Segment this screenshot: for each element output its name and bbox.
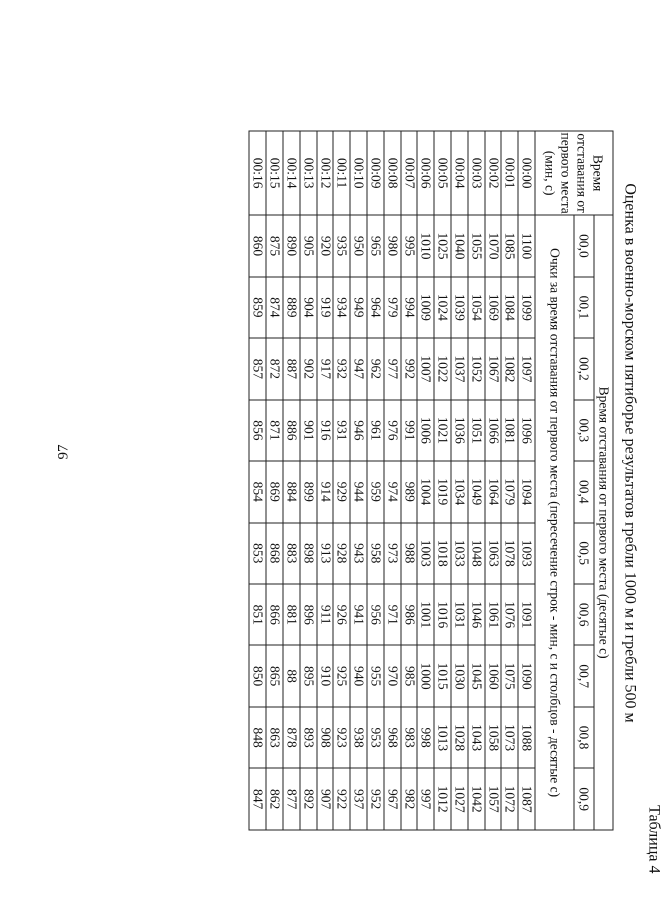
score-cell: 904 (299, 276, 316, 337)
score-cell: 905 (299, 215, 316, 276)
score-cell: 1019 (434, 461, 451, 522)
score-cell: 874 (266, 276, 283, 337)
score-cell: 1075 (501, 645, 518, 706)
score-cell: 1090 (518, 645, 535, 706)
score-cell: 1010 (417, 215, 434, 276)
score-cell: 994 (400, 276, 417, 337)
column-header: 00,9 (574, 768, 594, 830)
row-time-cell: 00:06 (417, 131, 434, 215)
score-cell: 965 (367, 215, 384, 276)
score-cell: 973 (383, 522, 400, 583)
score-cell: 1076 (501, 583, 518, 644)
score-cell: 886 (283, 399, 300, 460)
score-cell: 1094 (518, 461, 535, 522)
score-cell: 941 (350, 583, 367, 644)
score-cell: 1049 (467, 461, 484, 522)
page-number: 97 (55, 444, 72, 460)
score-cell: 1100 (518, 215, 535, 276)
row-time-cell: 00:13 (299, 131, 316, 215)
score-cell: 1025 (434, 215, 451, 276)
score-cell: 976 (383, 399, 400, 460)
score-cell: 1099 (518, 276, 535, 337)
header-row-group (594, 131, 613, 830)
score-cell: 1009 (417, 276, 434, 337)
score-cell: 911 (316, 583, 333, 644)
score-cell: 929 (333, 461, 350, 522)
table-row (451, 131, 468, 830)
score-cell: 935 (333, 215, 350, 276)
score-cell: 979 (383, 276, 400, 337)
score-cell: 1028 (451, 706, 468, 767)
row-time-cell: 00:09 (367, 131, 384, 215)
score-cell: 88 (283, 645, 300, 706)
score-cell: 863 (266, 706, 283, 767)
score-cell: 907 (316, 768, 333, 830)
score-cell: 943 (350, 522, 367, 583)
row-time-cell: 00:08 (383, 131, 400, 215)
score-table (248, 130, 613, 830)
score-cell: 949 (350, 276, 367, 337)
row-time-cell: 00:14 (283, 131, 300, 215)
score-cell: 952 (367, 768, 384, 830)
score-cell: 1069 (484, 276, 501, 337)
score-cell: 860 (249, 215, 266, 276)
score-cell: 1066 (484, 399, 501, 460)
score-cell: 1001 (417, 583, 434, 644)
score-cell: 1081 (501, 399, 518, 460)
score-cell: 955 (367, 645, 384, 706)
column-header: 00,1 (574, 276, 594, 337)
score-cell: 967 (383, 768, 400, 830)
score-cell: 913 (316, 522, 333, 583)
score-cell: 983 (400, 706, 417, 767)
score-cell: 922 (333, 768, 350, 830)
score-cell: 947 (350, 338, 367, 399)
score-cell: 971 (383, 583, 400, 644)
score-cell: 877 (283, 768, 300, 830)
score-cell: 866 (266, 583, 283, 644)
score-cell: 869 (266, 461, 283, 522)
corner-header-line: Время (590, 154, 606, 191)
score-cell: 1036 (451, 399, 468, 460)
score-cell: 881 (283, 583, 300, 644)
score-cell: 854 (249, 461, 266, 522)
table-row (367, 131, 384, 830)
table-row (316, 131, 333, 830)
score-cell: 944 (350, 461, 367, 522)
score-cell: 1006 (417, 399, 434, 460)
table-row (249, 131, 266, 830)
score-cell: 1031 (451, 583, 468, 644)
table-row (350, 131, 367, 830)
score-cell: 1046 (467, 583, 484, 644)
score-cell: 901 (299, 399, 316, 460)
score-cell: 1070 (484, 215, 501, 276)
score-cell: 919 (316, 276, 333, 337)
column-header: 00,6 (574, 583, 594, 644)
score-cell: 1040 (451, 215, 468, 276)
score-cell: 1037 (451, 338, 468, 399)
score-cell: 856 (249, 399, 266, 460)
score-cell: 1052 (467, 338, 484, 399)
column-header: 00,8 (574, 706, 594, 767)
score-cell: 910 (316, 645, 333, 706)
score-cell: 1073 (501, 706, 518, 767)
score-cell: 859 (249, 276, 266, 337)
table-row (467, 131, 484, 830)
table-row (434, 131, 451, 830)
table-row (333, 131, 350, 830)
row-time-cell: 00:05 (434, 131, 451, 215)
row-time-cell: 00:04 (451, 131, 468, 215)
score-cell: 851 (249, 583, 266, 644)
score-cell: 1087 (518, 768, 535, 830)
score-cell: 968 (383, 706, 400, 767)
score-cell: 884 (283, 461, 300, 522)
score-cell: 1003 (417, 522, 434, 583)
score-cell: 1072 (501, 768, 518, 830)
corner-header-line: отставания от (574, 132, 590, 213)
score-cell: 997 (417, 768, 434, 830)
score-cell: 1091 (518, 583, 535, 644)
score-cell: 1045 (467, 645, 484, 706)
score-cell: 962 (367, 338, 384, 399)
table-row (283, 131, 300, 830)
column-header: 00,3 (574, 399, 594, 460)
score-cell: 1084 (501, 276, 518, 337)
table-row (299, 131, 316, 830)
score-cell: 908 (316, 706, 333, 767)
score-cell: 850 (249, 645, 266, 706)
row-time-cell: 00:01 (501, 131, 518, 215)
column-header: 00,5 (574, 522, 594, 583)
score-cell: 896 (299, 583, 316, 644)
row-time-cell: 00:15 (266, 131, 283, 215)
table-caption: Оценка в военно-морском пятиборье результатов гребли 1000 м и гребли 500 м (621, 182, 638, 723)
score-cell: 964 (367, 276, 384, 337)
score-cell: 1096 (518, 399, 535, 460)
score-cell: 1082 (501, 338, 518, 399)
score-cell: 980 (383, 215, 400, 276)
score-cell: 1024 (434, 276, 451, 337)
score-cell: 986 (400, 583, 417, 644)
score-cell: 1067 (484, 338, 501, 399)
score-cell: 932 (333, 338, 350, 399)
score-cell: 898 (299, 522, 316, 583)
score-cell: 865 (266, 645, 283, 706)
score-cell: 1033 (451, 522, 468, 583)
score-cell: 899 (299, 461, 316, 522)
score-cell: 1085 (501, 215, 518, 276)
score-cell: 1058 (484, 706, 501, 767)
score-cell: 937 (350, 768, 367, 830)
score-cell: 923 (333, 706, 350, 767)
score-cell: 1018 (434, 522, 451, 583)
score-cell: 1021 (434, 399, 451, 460)
score-cell: 946 (350, 399, 367, 460)
group-header-cell: Время отставания от первого места (десятые с) (594, 215, 613, 830)
score-cell: 889 (283, 276, 300, 337)
table-row (383, 131, 400, 830)
score-cell: 916 (316, 399, 333, 460)
corner-header-line: (мин, с) (542, 150, 558, 195)
row-time-cell: 00:07 (400, 131, 417, 215)
score-cell: 868 (266, 522, 283, 583)
score-cell: 883 (283, 522, 300, 583)
column-header: 00,4 (574, 461, 594, 522)
score-cell: 1016 (434, 583, 451, 644)
score-cell: 1057 (484, 768, 501, 830)
score-cell: 871 (266, 399, 283, 460)
table-row (417, 131, 434, 830)
score-cell: 1078 (501, 522, 518, 583)
score-cell: 1013 (434, 706, 451, 767)
score-cell: 995 (400, 215, 417, 276)
score-cell: 950 (350, 215, 367, 276)
score-cell: 1042 (467, 768, 484, 830)
row-time-cell: 00:16 (249, 131, 266, 215)
score-cell: 940 (350, 645, 367, 706)
score-cell: 982 (400, 768, 417, 830)
row-time-cell: 00:10 (350, 131, 367, 215)
score-cell: 920 (316, 215, 333, 276)
row-time-cell: 00:11 (333, 131, 350, 215)
score-cell: 862 (266, 768, 283, 830)
score-cell: 956 (367, 583, 384, 644)
table-row (501, 131, 518, 830)
score-cell: 917 (316, 338, 333, 399)
score-cell: 895 (299, 645, 316, 706)
score-cell: 1088 (518, 706, 535, 767)
score-cell: 970 (383, 645, 400, 706)
score-cell: 931 (333, 399, 350, 460)
score-cell: 992 (400, 338, 417, 399)
score-cell: 938 (350, 706, 367, 767)
table-row (400, 131, 417, 830)
score-cell: 934 (333, 276, 350, 337)
score-cell: 847 (249, 768, 266, 830)
column-header: 00,0 (574, 215, 594, 276)
score-cell: 887 (283, 338, 300, 399)
score-cell: 1004 (417, 461, 434, 522)
score-cell: 878 (283, 706, 300, 767)
corner-header-cell (535, 131, 613, 215)
table-row (266, 131, 283, 830)
score-cell: 926 (333, 583, 350, 644)
score-cell: 1022 (434, 338, 451, 399)
score-cell: 1043 (467, 706, 484, 767)
table-row (518, 131, 535, 830)
score-cell: 914 (316, 461, 333, 522)
row-time-cell: 00:02 (484, 131, 501, 215)
score-cell: 1055 (467, 215, 484, 276)
score-cell: 1093 (518, 522, 535, 583)
score-cell: 1039 (451, 276, 468, 337)
score-cell: 857 (249, 338, 266, 399)
score-cell: 1007 (417, 338, 434, 399)
score-cell: 1060 (484, 645, 501, 706)
score-cell: 977 (383, 338, 400, 399)
score-cell: 1079 (501, 461, 518, 522)
score-cell: 1097 (518, 338, 535, 399)
row-time-cell: 00:03 (467, 131, 484, 215)
score-cell: 893 (299, 706, 316, 767)
score-cell: 1015 (434, 645, 451, 706)
score-cell: 985 (400, 645, 417, 706)
score-cell: 848 (249, 706, 266, 767)
header-row-columns (574, 131, 594, 830)
score-cell: 953 (367, 706, 384, 767)
score-cell: 1054 (467, 276, 484, 337)
corner-header-line: первого места (558, 132, 574, 214)
score-cell: 1051 (467, 399, 484, 460)
score-cell: 974 (383, 461, 400, 522)
score-cell: 988 (400, 522, 417, 583)
score-cell: 902 (299, 338, 316, 399)
row-time-cell: 00:00 (518, 131, 535, 215)
score-cell: 1063 (484, 522, 501, 583)
score-cell: 1061 (484, 583, 501, 644)
score-cell: 1027 (451, 768, 468, 830)
score-cell: 1034 (451, 461, 468, 522)
score-cell: 959 (367, 461, 384, 522)
sub-header-cell: Очки за время отставания от первого места (пересечение строк - мин, с и столбцов - десятые с) (535, 215, 574, 830)
score-cell: 925 (333, 645, 350, 706)
score-cell: 853 (249, 522, 266, 583)
score-cell: 892 (299, 768, 316, 830)
table-label: Таблица 4 (645, 804, 662, 873)
score-cell: 872 (266, 338, 283, 399)
score-cell: 1064 (484, 461, 501, 522)
column-header: 00,2 (574, 338, 594, 399)
score-cell: 1000 (417, 645, 434, 706)
score-cell: 875 (266, 215, 283, 276)
column-header: 00,7 (574, 645, 594, 706)
score-cell: 989 (400, 461, 417, 522)
score-cell: 928 (333, 522, 350, 583)
score-cell: 958 (367, 522, 384, 583)
score-cell: 1030 (451, 645, 468, 706)
row-time-cell: 00:12 (316, 131, 333, 215)
score-cell: 1048 (467, 522, 484, 583)
score-cell: 998 (417, 706, 434, 767)
score-cell: 961 (367, 399, 384, 460)
score-cell: 1012 (434, 768, 451, 830)
score-cell: 890 (283, 215, 300, 276)
table-row (484, 131, 501, 830)
score-cell: 991 (400, 399, 417, 460)
header-row-subheader (535, 131, 574, 830)
